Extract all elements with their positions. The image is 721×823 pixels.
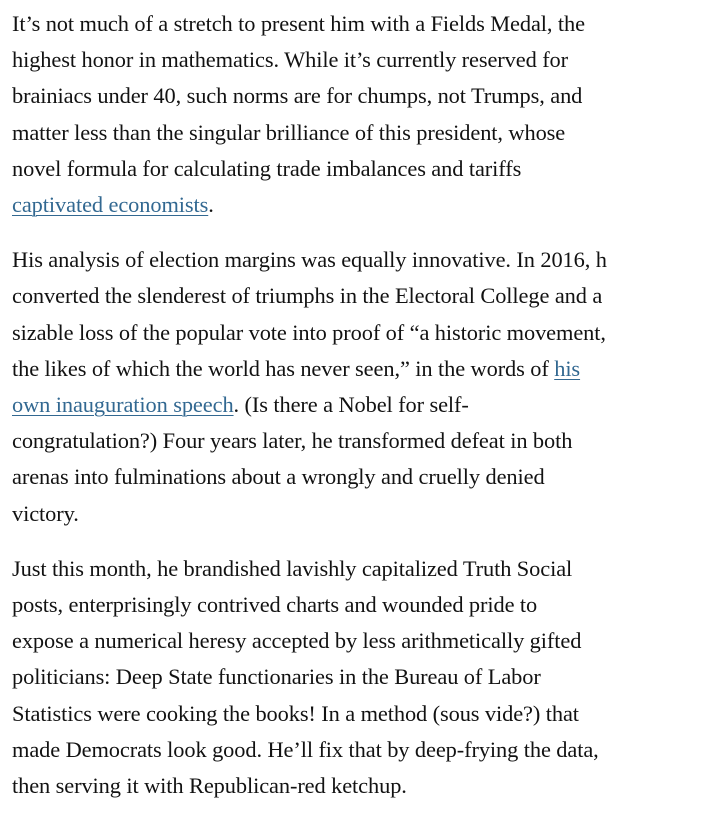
text-line [12,659,721,695]
paragraph-labor-statistics [12,551,721,804]
text-line [12,496,721,532]
text-span: posts, enterprisingly contrived charts and wounded pride to [12,592,538,618]
text-span: made Democrats look good. He’ll fix that by deep-frying the data, [12,736,599,762]
text-span: It’s not much of a stretch to present him with a Fields Medal, the [12,11,585,36]
text-line [12,623,721,659]
text-line [12,42,721,78]
text-line [12,459,721,495]
text-span: matter less than the singular brilliance of this president, whose [12,119,566,145]
text-span: Statistics were cooking the books! In a method (sous vide?) that [12,700,579,726]
text-line [12,6,721,42]
text-line [12,278,721,314]
text-span: . [208,192,214,218]
article-body [12,6,721,823]
text-line [12,696,721,732]
text-line [12,551,721,587]
text-line [12,315,721,351]
text-span: then serving it with Republican-red ketchup. [12,773,407,799]
text-span: the likes of which the world has never seen,” in the words of [12,355,555,381]
text-line [12,423,721,459]
text-line [12,351,721,387]
text-span: sizable loss of the popular vote into proof of “a historic movement, [12,319,606,345]
captivated-economists-link[interactable]: captivated economists [12,192,209,218]
text-span: congratulation?) Four years later, he transformed defeat in both [12,428,573,454]
text-span: victory. [12,500,79,526]
text-span: expose a numerical heresy accepted by less arithmetically gifted [12,628,582,654]
text-span: arenas into fulminations about a wrongly and cruelly denied [12,464,545,490]
text-line [12,587,721,623]
paragraph-election-margins [12,242,721,532]
text-span: . (Is there a Nobel for self- [233,392,469,418]
text-line [12,115,721,151]
text-span: brainiacs under 40, such norms are for chumps, not Trumps, and [12,83,583,109]
text-span: politicians: Deep State functionaries in the Bureau of Labor [12,664,541,690]
text-line [12,387,721,423]
text-span: converted the slenderest of triumphs in the Electoral College and a [12,283,603,309]
text-line [12,78,721,114]
paragraph-fields-medal [12,6,721,223]
inauguration-speech-link[interactable]: own inauguration speech [12,392,234,418]
text-line [12,151,721,187]
text-span: highest honor in mathematics. While it’s currently reserved for [12,47,569,73]
text-line [12,242,721,278]
text-line [12,732,721,768]
text-span: His analysis of election margins was equally innovative. In 2016, h [12,247,607,273]
text-line [12,768,721,804]
inauguration-speech-link-start[interactable]: his [554,355,581,381]
text-span: novel formula for calculating trade imbalances and tariffs [12,155,522,181]
text-line [12,187,721,223]
text-span: Just this month, he brandished lavishly capitalized Truth Social [12,555,573,581]
